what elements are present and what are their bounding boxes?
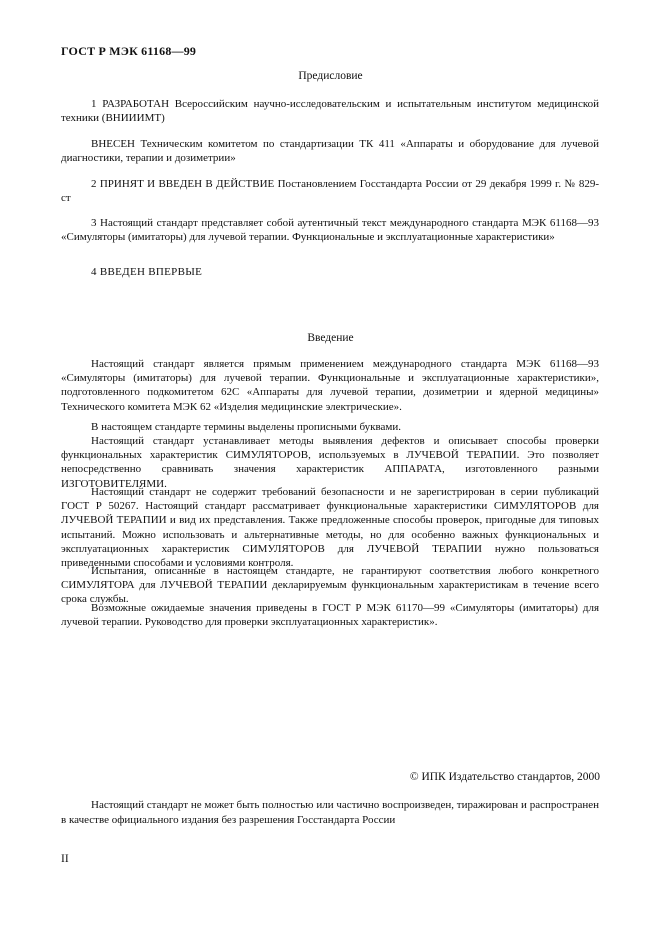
intro-paragraph-2 [61,420,599,434]
intro-p4-text: Настоящий стандарт не содержит требований безопасности и не зарегистрирован в серии публикаций ГОСТ Р 50267. Настоящий стандарт рассматривает функциональные характеристики СИМУЛЯТОРОВ для ЛУЧЕВОЙ ТЕРАПИИ и вид их представления. Также предложенные способы проверок, пригодные для типовых испытаний. Можно использовать и альтернативные методы, но для особенно важных функциональных и эксплуатационных характеристик СИМУЛЯТОРОВ для ЛУЧЕВОЙ ТЕРАПИИ нужно пользоваться приведенными способами и условиями контроля. [61,486,599,570]
copyright-notice: © ИПК Издательство стандартов, 2000 [409,771,600,783]
foreword-paragraph-5 [61,265,599,279]
intro-p3-text: Настоящий стандарт устанавливает методы выявления дефектов и описывает способы проверки функциональных характеристик СИМУЛЯТОРОВ, используемых в ЛУЧЕВОЙ ТЕРАПИИ. Это позволяет непосредственно сравнивать значения характеристик АППАРАТА, изготовленного разными ИЗГОТОВИТЕЛЯМИ. [61,435,599,490]
intro-p5-text: Испытания, описанные в настоящем стандарте, не гарантируют соответствия любого конкретного СИМУЛЯТОРА для ЛУЧЕВОЙ ТЕРАПИИ декларируемым функциональным характеристикам в течение всего срока службы. [61,565,599,606]
intro-p6-text: Возможные ожидаемые значения приведены в ГОСТ Р МЭК 61170—99 «Симуляторы (имитаторы) для лучевой терапии. Руководство для проверки эксплуатационных характеристик». [61,602,599,629]
intro-paragraph-6 [61,601,599,629]
foreword-p1-text: 1 РАЗРАБОТАН Всероссийским научно-исследовательским и испытательным институтом медицинской техники (ВНИИИМТ) [61,98,599,125]
foreword-paragraph-4 [61,216,599,244]
foreword-p4-text: 3 Настоящий стандарт представляет собой аутентичный текст международного стандарта МЭК 61168—93 «Симуляторы (имитаторы) для лучевой терапии. Функциональные и эксплуатационные характеристики» [61,217,599,244]
intro-paragraph-4 [61,485,599,570]
intro-p1-text: Настоящий стандарт является прямым применением международного стандарта МЭК 61168—93 «Симуляторы (имитаторы) для лучевой терапии. Функциональные и эксплуатационные характеристики», подготовленного подкомитетом 62С «Аппараты для лучевой терапии, дозиметрии и ядерной медицины» Технического комитета МЭК 62 «Изделия медицинские электрические». [61,358,599,413]
foreword-paragraph-1 [61,97,599,125]
document-header: ГОСТ Р МЭК 61168—99 [61,44,197,58]
foreword-p5-text: 4 ВВЕДЕН ВПЕРВЫЕ [91,266,203,278]
intro-paragraph-3 [61,434,599,491]
foreword-title: Предисловие [298,70,363,82]
page-number: II [61,853,69,865]
foreword-paragraph-2 [61,137,599,165]
introduction-title: Введение [307,332,354,344]
intro-p2-text: В настоящем стандарте термины выделены прописными буквами. [91,421,402,433]
reproduction-notice [61,798,599,827]
foreword-paragraph-3 [61,177,599,205]
intro-paragraph-1 [61,357,599,414]
foreword-p3-text: 2 ПРИНЯТ И ВВЕДЕН В ДЕЙСТВИЕ Постановлением Госстандарта России от 29 декабря 1999 г. № 829-ст [61,178,599,205]
reproduction-notice-text: Настоящий стандарт не может быть полностью или частично воспроизведен, тиражирован и распространен в качестве официального издания без разрешения Госстандарта России [61,799,599,826]
foreword-p2-text: ВНЕСЕН Техническим комитетом по стандартизации ТК 411 «Аппараты и оборудование для лучевой диагностики, терапии и дозиметрии» [61,138,599,165]
